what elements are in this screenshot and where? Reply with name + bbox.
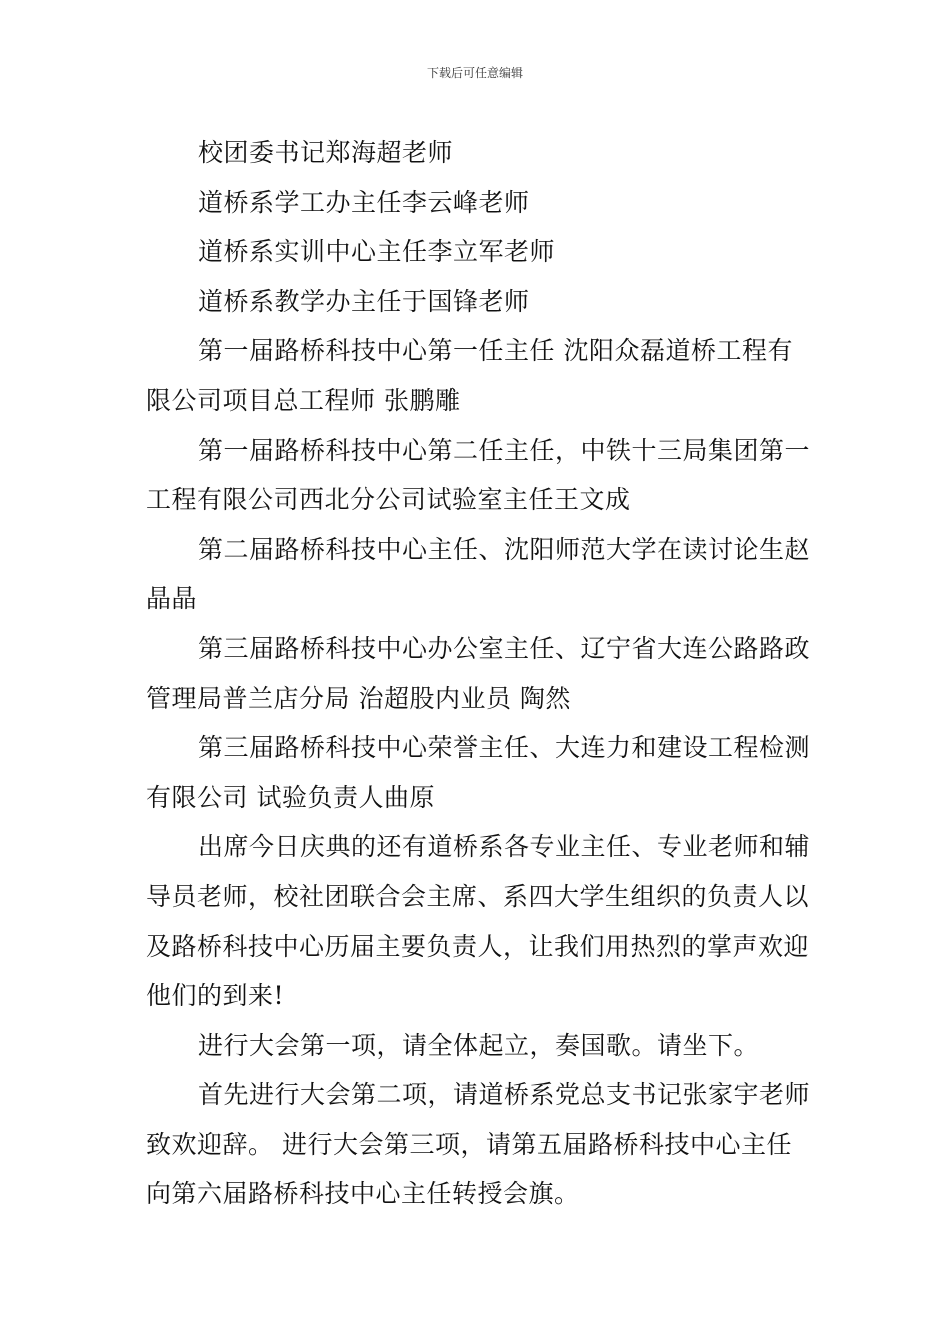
paragraph: 第一届路桥科技中心第二任主任，中铁十三局集团第一工程有限公司西北分公司试验室主任王文成 xyxy=(146,435,811,515)
paragraph: 出席今日庆典的还有道桥系各专业主任、专业老师和辅导员老师，校社团联合会主席、系四大学生组织的负责人以及路桥科技中心历届主要负责人，让我们用热烈的掌声欢迎他们的到来! xyxy=(146,832,811,1011)
paragraph: 道桥系实训中心主任李立军老师 xyxy=(198,237,556,267)
page-header: 下载后可任意编辑 xyxy=(426,66,523,80)
paragraph: 第二届路桥科技中心主任、沈阳师范大学在读讨论生赵晶晶 xyxy=(146,534,811,614)
document-body xyxy=(146,128,811,1219)
paragraph: 进行大会第一项，请全体起立，奏国歌。请坐下。 xyxy=(198,1030,760,1060)
paragraph: 第三届路桥科技中心办公室主任、辽宁省大连公路路政管理局普兰店分局 治超股内业员 陶然 xyxy=(146,633,811,713)
paragraph: 第一届路桥科技中心第一任主任 沈阳众磊道桥工程有限公司项目总工程师 张鹏雕 xyxy=(146,336,793,415)
paragraph: 校团委书记郑海超老师 xyxy=(198,138,454,167)
paragraph: 道桥系教学办主任于国锋老师 xyxy=(198,286,530,316)
paragraph: 第三届路桥科技中心荣誉主任、大连力和建设工程检测有限公司 试验负责人曲原 xyxy=(146,733,811,812)
paragraph: 道桥系学工办主任李云峰老师 xyxy=(198,187,530,217)
paragraph: 首先进行大会第二项，请道桥系党总支书记张家宇老师致欢迎辞。 进行大会第三项，请第五届路桥科技中心主任向第六届路桥科技中心主任转授会旗。 xyxy=(146,1080,811,1209)
